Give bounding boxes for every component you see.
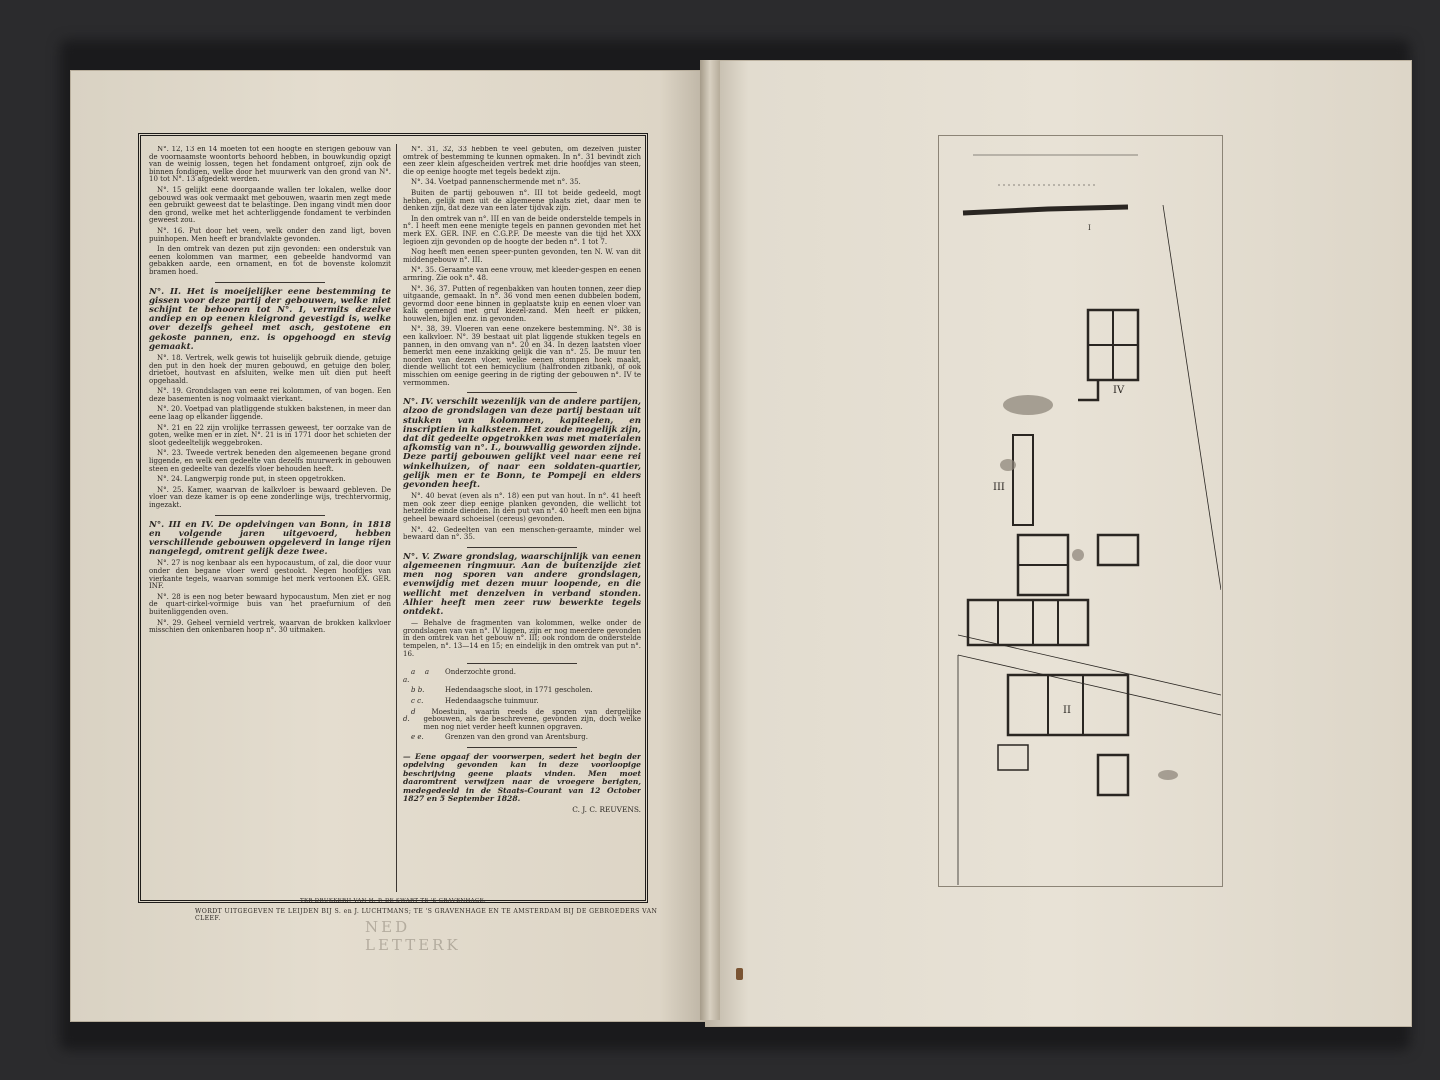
legend-item: b b. Hedendaagsche sloot, in 1771 gescholen. <box>411 686 593 695</box>
legend-item: c c. Hedendaagsche tuinmuur. <box>411 696 539 705</box>
paragraph: N°. 15 gelijkt eene doorgaande wallen ter lokalen, welke door gebouwd was ook vermaakt met gebouwen, waarin men zegt mede een gebruikt geweest dat te belastinge. Den ingang vindt men door den grond, welke met het achterliggende fondament te verbinden geweest zou. <box>149 185 391 225</box>
section-heading: N°. V. Zware grondslag, waarschijnlijk van eenen algemeenen ringmuur. Aan de buitenzijde ziet men nog sporen van andere grondslagen, evenwijdig met dezen muur loopende, en die wellicht met denzelven in verband stonden. Alhier heeft men zeer ruw bewerkte tegels ontdekt. <box>403 551 641 618</box>
author-signature: C. J. C. REUVENS. <box>572 805 641 815</box>
text-column-right <box>403 146 641 892</box>
paragraph: N°. 20. Voetpad van platliggende stukken bakstenen, in meer dan eene laag op elkander liggende. <box>149 405 391 422</box>
paragraph: Buiten de partij gebouwen n°. III tot beide gedeeld, mogt hebben, gelijk men uit de algemeene plaats ziet, daar men te denken zijn, dat deze van een later tijdvak zijn. <box>403 188 641 213</box>
section-heading: N°. IV. verschilt wezenlijk van de andere partijen, alzoo de grondslagen van deze partij bestaan uit stukken van kolommen, kapiteelen, en inscriptien in kalksteen. Het zoude mogelijk zijn, dat dit gedeelte opgetrokken was met materialen afkomstig van n°. I., bouwvallig geworden zijnde. Deze partij gebouwen gelijkt veel naar eene rei winkelhuizen, of naar een soldaten-quartier, gelijk men er te Bonn, te Pompeji en elders gevonden heeft. <box>403 397 641 491</box>
paragraph: In den omtrek van n°. III en van de beide onderstelde tempels in n°. I heeft men eene menigte tegels en pannen gevonden met het merk EX. GER. INF. en C.G.P.F. De meeste van die tijd het XXX legioen zijn gevonden op de hoogte der beden n°. 1 tot 7. <box>403 214 641 246</box>
page-tear <box>736 968 743 980</box>
plate-label: I <box>1088 224 1091 232</box>
section-divider <box>467 663 577 664</box>
plate-label: IV <box>1113 385 1125 396</box>
paragraph: N°. 38, 39. Vloeren van eene onzekere bestemming. N°. 38 is een kalkvloer. N°. 39 bestaat uit plat liggende stukken tegels en pannen, in den omvang van n°. 20 en 34. In dezen laatsten vloer bemerkt men eene inzakking gelijk die van n°. 25. De muur ten noorden van dezen vloer, welke eenen stompen hoek maakt, diende wellicht tot een hemicyclium (halfronden zitbank), of ook misschien om eenige geering in de rigting der gebouwen n°. IV te vermommen. <box>403 325 641 387</box>
publisher-line: WORDT UITGEGEVEN TE LEIJDEN BIJ S. en J. LUCHTMANS; TE 'S GRAVENHAGE EN TE AMSTERDAM BIJ DE GEBROEDERS VAN CLEEF. <box>195 908 658 922</box>
paragraph: N°. 28 is een nog beter bewaard hypocaustum. Men ziet er nog de quart-cirkel-vormige buis van het praefurnium of den buitenliggenden oven. <box>149 592 391 616</box>
paragraph: N°. 12, 13 en 14 moeten tot een hoogte en sterigen gebouw van de voornaamste woontorts behoord hebben, in bouwkundig opzigt van de weinig lossen, tegen het fondament ontgroef, zijn ook de binnen fondigen, welke door het muurwerk van den grond van N°. 10 tot N°. 13 afgedekt werden. <box>149 146 391 184</box>
section-heading: N°. III en IV. De opdelvingen van Bonn, in 1818 en volgende jaren uitgevoerd, hebben verschillende gebouwen opgeleverd in lange rijen nangelegd, omtrent gelijk deze twee. <box>149 519 391 558</box>
text-frame <box>138 133 648 903</box>
closing-note: — Eene opgaaf der voorwerpen, sedert het begin der opdelving gevonden kan in deze voorloopige beschrijving geene plaats vinden. Men moet daaromtrent verwijzen naar de vroegere berigten, medegedeeld in de Staats-Courant van 12 October 1827 en 5 September 1828. <box>403 751 641 803</box>
paragraph: N°. 21 en 22 zijn vrolijke terrassen geweest, ter oorzake van de goten, welke men er in ziet. N°. 21 is in 1771 door het schieten der sloot gedeeltelijk weggebroken. <box>149 423 391 447</box>
paragraph: N°. 16. Put door het veen, welk onder den zand ligt, boven puinhopen. Men heeft er brandvlakte gevonden. <box>149 226 391 243</box>
excavation-plan <box>938 135 1221 885</box>
paragraph: N°. 31, 32, 33 hebben te veel gebuten, om dezelven juister omtrek of bestemming te kunnen opmaken. In n°. 31 bevindt zich een zeer klein afgescheiden vertrek met drie hoofdjes van steen, die op eenige hoogte met tegels bedekt zijn. <box>403 146 641 176</box>
paragraph: N°. 35. Geraamte van eene vrouw, met kleeder-gespen en eenen armring. Zie ook n°. 48. <box>403 266 641 282</box>
plate-label: II <box>1063 705 1071 716</box>
section-divider <box>215 282 325 283</box>
paragraph: In den omtrek van dezen put zijn gevonden: een onderstuk van eenen kolommen van marmer, een gebeelde handvormd van gebakken aarde, een ornament, en tot de bovenste kolomzit bramen hoed. <box>149 245 391 276</box>
plate-label: III <box>993 482 1005 493</box>
column-divider <box>396 144 397 892</box>
section-divider <box>467 747 577 748</box>
map-legend <box>403 669 641 742</box>
paragraph: N°. 34. Voetpad pannenschermende met n°. 35. <box>411 178 581 187</box>
printer-line: TER DRUKKERIJ VAN H. P. DE SWART TE 'S GRAVENHAGE. <box>300 898 486 904</box>
section-divider <box>467 547 577 548</box>
legend-item: d d. Moestuin, waarin reeds de sporen van dergelijke gebouwen, als de beschrevene, gevonden zijn, doch welke men nog niet verder heeft kunnen opgraven. <box>403 707 641 731</box>
paragraph: N°. 42. Gedeelten van een menschen-geraamte, minder wel bewaard dan n°. 35. <box>403 525 641 542</box>
paragraph: N°. 23. Tweede vertrek beneden den algemeenen begane grond liggende, en welk een gedeelte van dezelfs muurwerk in gebouwen steen en gedeelte van dezelfs vloer behouden heeft. <box>149 449 391 473</box>
paragraph: N°. 25. Kamer, waarvan de kalkvloer is bewaard gebleven. De vloer van deze kamer is op eene zonderlinge wijs, trechtervormig, ingezakt. <box>149 485 391 510</box>
book-binding <box>700 60 720 1020</box>
paragraph: N°. 24. Langwerpig ronde put, in steen opgetrokken. <box>157 475 346 484</box>
paragraph: — Behalve de fragmenten van kolommen, welke onder de grondslagen van van n°. IV liggen, zijn er nog meerdere gevonden in den omtrek van het gebouw n°. III; ook rondom de onderstelde tempelen, n°. 13—14 en 15; en eindelijk in den omtrek van put n°. 16. <box>403 619 641 658</box>
paragraph: N°. 29. Geheel vernield vertrek, waarvan de brokken kalkvloer misschien den onkenbaren hoop n°. 30 uitmaken. <box>149 618 391 635</box>
section-heading: N°. II. Het is moeijelijker eene bestemming te gissen voor deze partij der gebouwen, welke niet schijnt te behooren tot N°. I, vermits dezelve andiep en op eenen kleigrond gevestigd is, welke over dezelfs geheel met asch, gestotene en gekoste pannen, enz. is opgehoogd en stevig gemaakt. <box>149 286 391 352</box>
section-divider <box>215 515 325 516</box>
legend-item: a a a. Onderzochte grond. <box>403 668 516 684</box>
text-column-left <box>149 146 391 892</box>
paragraph: N°. 36, 37. Putten of regenbakken van houten tonnen, zeer diep uitgaande, gemaakt. In n°. 36 vond men eenen dubbelen bodem, gevormd door eene binnen in geplaatste kuip en eenen vloer van kalk gemengd met gruf kiezel-zand. Men heeft er pikken, houwelen, bijlen enz. in gevonden. <box>403 284 641 323</box>
section-divider <box>467 392 577 393</box>
paragraph: N°. 19. Grondslagen van eene rei kolommen, of van bogen. Een deze basementen is nog volmaakt vierkant. <box>149 387 391 403</box>
paragraph: N°. 18. Vertrek, welk gewis tot huiselijk gebruik diende, getuige den put in den hoek der muren gebouwd, en getuige den boler, drietoet, houtvast en afsluiten, welke men uit dien put heeft opgehaald. <box>149 353 391 385</box>
legend-item: e e. Grenzen van den grond van Arentsburg. <box>411 733 588 742</box>
paragraph: N°. 27 is nog kenbaar als een hypocaustum, of zal, die door vuur onder den begane vloer werd gestookt. Negen hoofdjes van vierkante tegels, waarvan sommige het merk vertoonen EX. GER. INF. <box>149 559 391 591</box>
paragraph: Nog heeft men eenen speer-punten gevonden, ten N. W. van dit middengebouw n°. III. <box>403 248 641 264</box>
paragraph: N°. 40 bevat (even als n°. 18) een put van hout. In n°. 41 heeft men ook zeer diep eenige planken gevonden, die wellicht tot hetzelfde einde dienden. In den put van n°. 40 heeft men een bijna geheel bewaard schoeisel (cereus) gevonden. <box>403 492 641 524</box>
library-stamp: NED LETTERK <box>365 918 461 954</box>
